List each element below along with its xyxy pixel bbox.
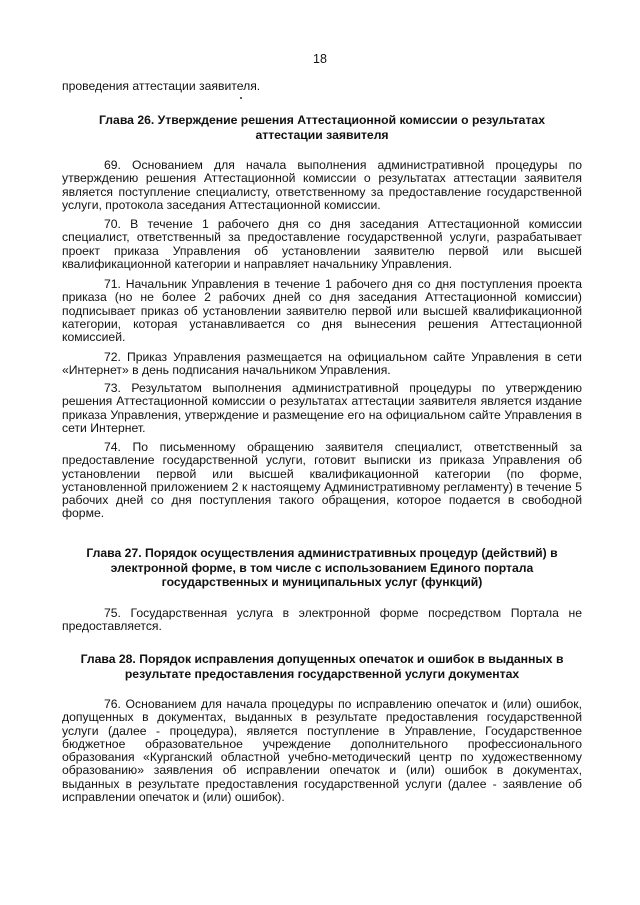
continuation-text: проведения аттестации заявителя. bbox=[62, 79, 261, 93]
paragraph-74: 74. По письменному обращению заявителя специалист, ответственный за предоставление государственной услуги, готовит выписки из приказа Управления об установлении первой или высшей квалификационной категории (по форме, установленной приложением 2 к настоящему Административному регламенту) в течение 5 рабочих дней со дня поступления такого обращения, которое подается в свободной форме. bbox=[62, 440, 582, 521]
paragraph-71: 71. Начальник Управления в течение 1 рабочего дня со дня поступления проекта приказа (но не более 2 рабочих дней со дня заседания Аттестационной комиссии) подписывает приказ об установлении заявителю первой или высшей квалификационной категории, которая устанавливается со дня вынесения решения Аттестационной комиссией. bbox=[62, 277, 582, 345]
paragraph-72: 72. Приказ Управления размещается на официальном сайте Управления в сети «Интернет» в день подписания начальником Управления. bbox=[62, 350, 582, 378]
paragraph-73: 73. Результатом выполнения административной процедуры по утверждению решения Аттестационной комиссии о результатах аттестации заявителя является издание приказа Управления, утверждение и размещение его на официальном сайте Управления в сети Интернет. bbox=[62, 381, 582, 435]
stray-mark bbox=[240, 97, 242, 99]
paragraph-69: 69. Основанием для начала выполнения административной процедуры по утверждению решения Аттестационной комиссии о результатах аттестации заявителя является поступление специалисту, ответственному за предоставление государственной услуги, протокола заседания Аттестационной комиссии. bbox=[62, 158, 582, 212]
chapter-26-heading: Глава 26. Утверждение решения Аттестационной комиссии о результатах аттестации заявителя bbox=[99, 113, 545, 142]
chapter-28-heading: Глава 28. Порядок исправления допущенных опечаток и ошибок в выданных в результате предоставления государственной услуги документах bbox=[80, 652, 564, 681]
page-number: 18 bbox=[313, 52, 327, 66]
chapter-27-heading: Глава 27. Порядок осуществления административных процедур (действий) в электронной форме, в том числе с использованием Единого портала государственных и муниципальных услуг (функций) bbox=[86, 546, 558, 589]
paragraph-70: 70. В течение 1 рабочего дня со дня заседания Аттестационной комиссии специалист, ответственный за предоставление государственной услуги, разрабатывает проект приказа Управления об установлении заявителю первой или высшей квалификационной категории и направляет начальнику Управления. bbox=[62, 217, 582, 271]
paragraph-75: 75. Государственная услуга в электронной форме посредством Портала не предоставляется. bbox=[62, 606, 582, 634]
paragraph-76: 76. Основанием для начала процедуры по исправлению опечаток и (или) ошибок, допущенных в документах, выданных в результате предоставления государственной услуги (далее - процедура), является поступление в Управление, Государственное бюджетное образовательное учреждение дополнительного профессионального образования «Курганский областной учебно-методический центр по художественному образованию» заявления об исправлении опечаток и (или) ошибок в документах, выданных в результате предоставления государственной услуги (далее - заявление об исправлении опечаток и (или) ошибок). bbox=[62, 697, 582, 805]
